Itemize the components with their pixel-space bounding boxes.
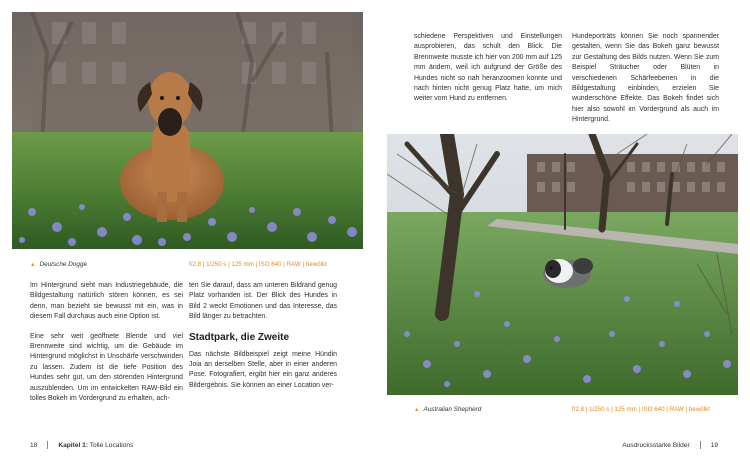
- paragraph: Eine sehr weit geöffnete Blende und viel Brennweite sind wichtig, um die Gebäude im Hintergrund möglichst in Unschärfe verschwinden zu lassen. Zudem ist die tiefe Position des Hundes sehr gut, um den störenden Hintergrund auszublenden. Um im entwickelten RAW-Bild ein tolles Bokeh im Vordergrund zu erhalten, ach-: [30, 332, 183, 403]
- paragraph: schiedene Perspektiven und Einstellungen ausprobieren, das schult den Blick. Die Brennweite musste ich hier von 200 mm auf 125 mm ändern, weil ich aufgrund der Größe des Hundes nicht so nah heranzoomen konnte und nach hinten nicht genug Platz hatte, um mich weiter vom Hund zu entfernen.: [414, 33, 562, 103]
- great-dane-photo: [12, 12, 363, 249]
- chapter-label: Kapitel 1:: [58, 441, 89, 449]
- right-text-column-a: [414, 32, 562, 114]
- paragraph: Hundeporträts können Sie noch spannender gestalten, wenn Sie das Bokeh ganz bewusst zur Gestaltung des Bilds nutzen. Wenn Sie zum Beispiel Sträucher oder Blüten in verschiedenen Schärfeebenen in die Bildgestaltung einbinden, erzielen Sie wunderschöne Effekte. Das Bokeh findet sich hier also sowohl im Vordergrund als auch im Hintergrund.: [572, 33, 719, 124]
- right-text-column-b: [572, 32, 719, 135]
- photo-exif-left: f/2.8 | 1/250 s | 125 mm | ISO 640 | RAW | bewölkt: [189, 261, 327, 268]
- photo-caption-left: [30, 261, 87, 268]
- page-number-left: 18: [30, 441, 38, 449]
- australian-shepherd-photo: [387, 134, 738, 395]
- section-title: Ausdrucksstarke Bilder: [622, 441, 690, 449]
- section-heading: Stadtpark, die Zweite: [189, 331, 290, 343]
- left-text-column: [30, 281, 183, 413]
- photo-caption-right: [414, 406, 481, 413]
- caption-text: Deutsche Dogge: [39, 261, 88, 268]
- australian-shepherd-image: [387, 134, 738, 395]
- footer-left: [30, 441, 133, 449]
- great-dane-image: [12, 12, 363, 249]
- middle-text-column: [189, 281, 337, 400]
- caption-triangle-icon: ▲: [30, 262, 36, 268]
- chapter-title: Tolle Locations: [89, 441, 134, 449]
- footer-right: [622, 441, 718, 449]
- paragraph: ten Sie darauf, dass am unteren Bildrand genug Platz vorhanden ist. Der Blick des Hundes in Bild 2 weckt Emotionen und das Interesse, das Bild länger zu betrachten.: [189, 282, 337, 321]
- footer-divider: [47, 441, 48, 449]
- paragraph: Das nächste Bildbeispiel zeigt meine Hündin Joia an derselben Stelle, aber in einer anderen Pose. Fotografiert, ergibt hier ein ganz anderes Bildergebnis. Sie können an einer Location ver-: [189, 350, 337, 389]
- page-number-right: 19: [710, 441, 718, 449]
- footer-divider: [700, 441, 701, 449]
- paragraph: Im Hintergrund sieht man Industriegebäude, die Bildgestaltung natürlich stören können, es sei denn, man bezieht sie bewusst mit ein, was in diesem Fall durchaus auch eine Option ist.: [30, 282, 183, 321]
- photo-exif-right: f/2.8 | 1/250 s | 125 mm | ISO 640 | RAW | bewölkt: [572, 406, 710, 413]
- caption-triangle-icon: ▲: [414, 407, 420, 413]
- caption-text: Australian Shepherd: [423, 406, 482, 413]
